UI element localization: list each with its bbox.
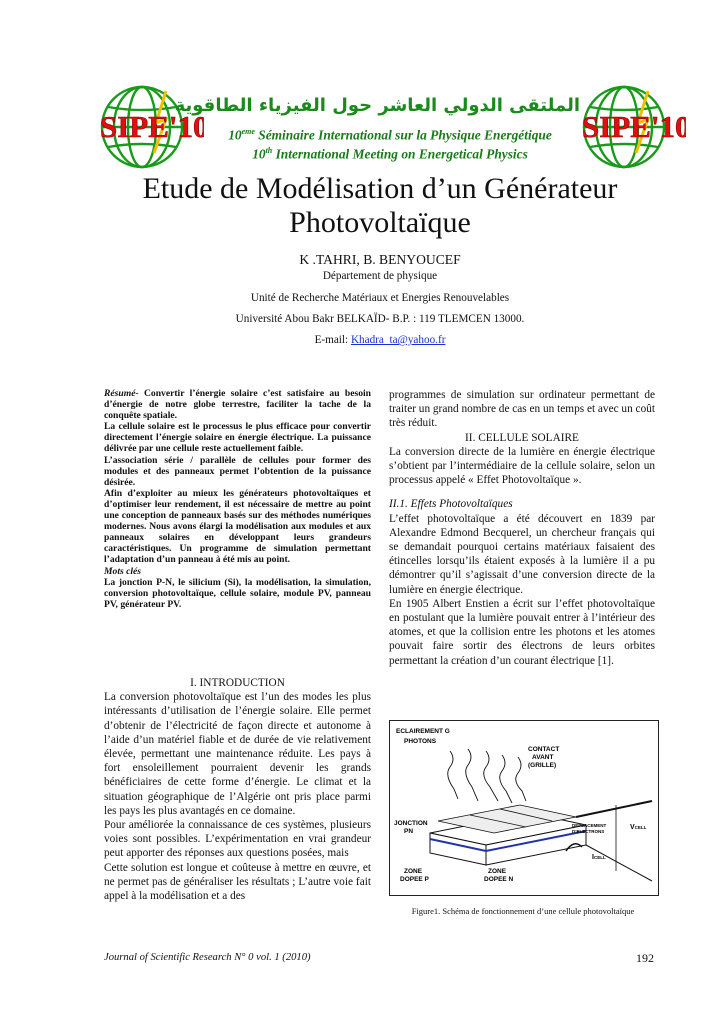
research-unit: Unité de Recherche Matériaux et Energies Renouvelables [250, 292, 510, 304]
authors: K .TAHRI, B. BENYOUCEF [299, 252, 461, 267]
label-dopee-p: DOPEE P [400, 876, 429, 883]
figure-caption: Figure1. Schéma de fonctionnement d’une cellule photovoltaïque [411, 906, 635, 916]
keywords-label: Mots clés [104, 565, 142, 577]
paper-title: Etude de Modélisation d’un Générateur Photovoltaïque [142, 172, 618, 239]
sipe-logo-right [578, 83, 686, 173]
conference-title-en: 10th International Meeting on Energetical Physics [252, 146, 528, 162]
section-heading: I. INTRODUCTION [190, 677, 285, 689]
university: Université Abou Bakr BELKAÏD- B.P. : 119 TLEMCEN 13000. [235, 313, 525, 325]
logo-text: SIPE'10 [100, 109, 204, 144]
label-avant: AVANT [532, 754, 554, 761]
section-heading: II. CELLULE SOLAIRE [465, 431, 579, 444]
label-eclairement: ECLAIREMENT G [396, 728, 450, 735]
label-zone-n: ZONE [488, 868, 507, 875]
logo-text: SIPE'10 [582, 109, 686, 144]
label-deplacement: DEPLACEMENT [572, 823, 607, 828]
label-vcell: VCELL [630, 824, 647, 831]
figure-frame [389, 720, 659, 896]
subsection-heading: II.1. Effets Photovoltaïques [389, 498, 513, 511]
arabic-conference-title: الملتقى الدولي العاشر حول الفيزياء الطاقوية [174, 95, 580, 116]
page-number: 192 [636, 951, 654, 965]
journal-reference: Journal of Scientific Research N° 0 vol. 1 (2010) [104, 952, 311, 963]
conference-title-fr: 10eme Séminaire International sur la Physique Energétique [228, 127, 552, 143]
email-link[interactable]: Khadra_ta@yahoo.fr [350, 334, 446, 346]
label-icell: ICELL [592, 854, 606, 861]
label-jonction: JONCTION [394, 820, 428, 827]
keywords: La jonction P-N, le silicium (Si), la modélisation, la simulation, conversion photovoltaïque, cellule solaire, module PV, panneau PV, générateur PV. [104, 576, 371, 610]
label-dopee-n: DOPEE N [484, 876, 514, 883]
label-photons: PHOTONS [404, 738, 437, 745]
introduction: I. INTRODUCTION La conversion photovoltaïque est l’un des modes les plus intéressants d’utilisation de l’énergie solaire. Elle permet d’obtenir de l’électricité de façon directe et autonome à l’aide d’un matériel fiable et de durée de vie relativement élevée, permettant une maintenance réduite. Les pays à fort ensoleillement pourraient devenir les grands bénéficiaires de cette forme d’énergie. Le climat et la situation géographique de l’Algérie ont pris place parmi les pays les plus avantagés en ce domaine. Pour améliorée la connaissance de ces systèmes, plusieurs voies sont possibles. L’expérimentation en vrai grandeur peut apporter des réponses aux questions posées, mais Cette solution est longue et coûteuse à mettre en œuvre, et ne permet pas de généraliser les résultats ; L’autre voie fait appel à la modélisation et a des [104, 677, 371, 903]
label-pn: PN [404, 828, 414, 835]
solar-cell-diagram [390, 721, 658, 895]
label-electrons: D’ELECTRONS [572, 829, 605, 834]
label-contact: CONTACT [528, 746, 560, 753]
right-column: programmes de simulation sur ordinateur permettant de traiter un grand nombre de cas en un temps et avec un coût très réduit. II. CELLULE SOLAIRE La conversion directe de la lumière en énergie électrique s’obtient par l’intermédiaire de la cellule solaire, selon un processus appelé « Effet Photovoltaïque ». II.1. Effets Photovoltaïques L’effet photovoltaïque a été découvert en 1839 par Alexandre Edmond Becquerel, un chercheur français qui se demandait pourquoi certains matériaux faisaient des étincelles lorsqu’ils étaient exposés à la lumière il a pu démontrer qu’il s’agissait d’une conversion directe de la lumière en énergie électrique. En 1905 Albert Enstien a écrit sur l’effet photovoltaïque en postulant que la lumière pouvait entrer à l’intérieur des atomes, et que la collision entre les photons et les atomes pouvait faire sortir des électrons de leurs orbites permettant la création d’un courant électrique [1]. [389, 389, 656, 667]
label-grille: (GRILLE) [528, 762, 557, 769]
label-zone-p: ZONE [404, 868, 423, 875]
email-line: E-mail: Khadra_ta@yahoo.fr [314, 334, 446, 346]
department: Département de physique [322, 270, 438, 282]
abstract: Résumé- Convertir l’énergie solaire c’est satisfaire au besoin d’énergie de notre globe terrestre, faciliter la tache de la conquête spatiale. La cellule solaire est le processus le plus efficace pour convertir directement l’énergie solaire en énergie électrique. La puissance délivrée par une cellule reste actuellement faible. L’association série / parallèle de cellules pour former des modules et des panneaux permet l’obtention de la puissance désirée. Afin d’exploiter au mieux les générateurs photovoltaïques et d’optimiser leur rendement, il est nécessaire de mettre au point une conception de panneaux basés sur des méthodes numériques modernes. Nous avons élargi la modélisation aux modules et aux panneaux solaires en développant leurs grandeurs caractéristiques. Un programme de simulation permettant l’adaptation d’un panneau à été mis au point. Mots clés La jonction P-N, le silicium (Si), la modélisation, la simulation, conversion photovoltaïque, cellule solaire, module PV, panneau PV, générateur PV. [104, 388, 371, 610]
